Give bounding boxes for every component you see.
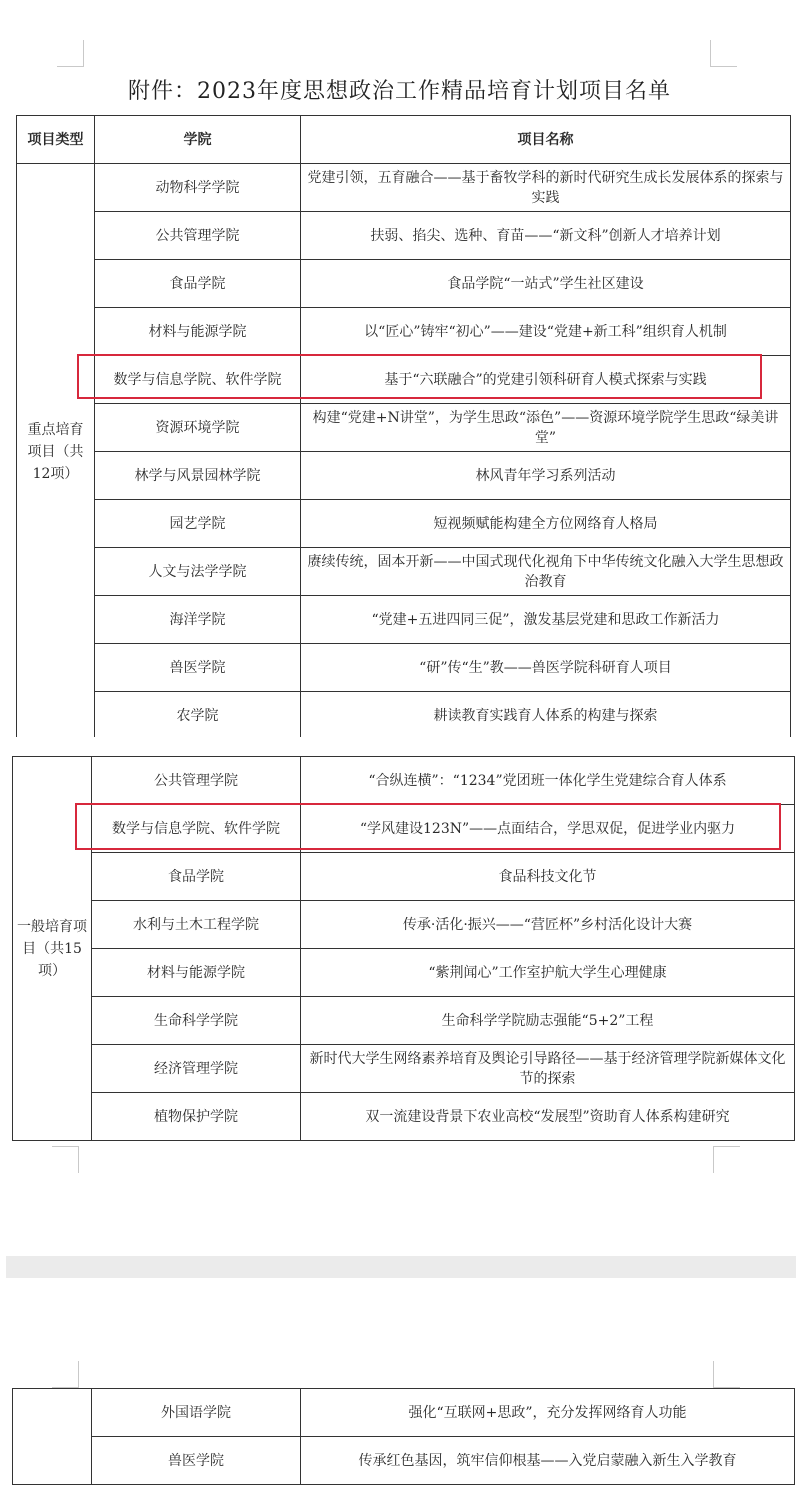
header-college: 学院 (95, 116, 301, 164)
highlight-box (75, 803, 781, 850)
table-row (17, 692, 791, 740)
table-row (13, 949, 795, 997)
page-corner-mark (710, 40, 737, 67)
table-row (13, 997, 795, 1045)
project-cell: “紫荆闻心”工作室护航大学生心理健康 (301, 949, 795, 997)
table-row (17, 260, 791, 308)
project-cell: 短视频赋能构建全方位网络育人格局 (301, 500, 791, 548)
project-cell: 新时代大学生网络素养培育及舆论引导路径——基于经济管理学院新媒体文化节的探索 (301, 1045, 795, 1093)
project-cell: 传承·活化·振兴——“营匠杯”乡村活化设计大赛 (301, 901, 795, 949)
table-row (13, 757, 795, 805)
page-corner-mark (57, 40, 84, 67)
category-cell: 重点培育项目（共12项） (17, 164, 95, 740)
college-cell: 园艺学院 (95, 500, 301, 548)
category-cell (13, 1389, 92, 1485)
college-cell: 数学与信息学院、软件学院 (92, 805, 301, 853)
college-cell: 经济管理学院 (92, 1045, 301, 1093)
project-cell: 双一流建设背景下农业高校“发展型”资助育人体系构建研究 (301, 1093, 795, 1141)
header-type: 项目类型 (17, 116, 95, 164)
project-cell: 生命科学学院励志强能“5+2”工程 (301, 997, 795, 1045)
table-row (13, 1389, 795, 1437)
college-cell: 林学与风景园林学院 (95, 452, 301, 500)
highlight-box (77, 354, 762, 399)
document-title: 附件：2023年度思想政治工作精品培育计划项目名单 (128, 79, 671, 104)
college-cell: 公共管理学院 (95, 212, 301, 260)
project-cell: 耕读教育实践育人体系的构建与探索 (301, 692, 791, 740)
college-cell: 食品学院 (95, 260, 301, 308)
college-cell: 外国语学院 (92, 1389, 301, 1437)
project-cell: 扶弱、掐尖、选种、育苗——“新文科”创新人才培养计划 (301, 212, 791, 260)
project-cell: 党建引领，五育融合——基于畜牧学科的新时代研究生成长发展体系的探索与实践 (301, 164, 791, 212)
table-header-row (17, 116, 791, 164)
project-cell: 基于“六联融合”的党建引领科研育人模式探索与实践 (301, 356, 791, 404)
college-cell: 人文与法学学院 (95, 548, 301, 596)
page-corner-mark (52, 1146, 79, 1173)
college-cell: 水利与土木工程学院 (92, 901, 301, 949)
college-cell: 生命科学学院 (92, 997, 301, 1045)
table-row (17, 404, 791, 452)
category-cell: 一般培育项目（共15项） (13, 757, 92, 1141)
college-cell: 材料与能源学院 (92, 949, 301, 997)
project-cell: “党建+五进四同三促”，激发基层党建和思政工作新活力 (301, 596, 791, 644)
table-row (13, 1093, 795, 1141)
project-cell: 赓续传统，固本开新——中国式现代化视角下中华传统文化融入大学生思想政治教育 (301, 548, 791, 596)
table-row (13, 1045, 795, 1093)
project-cell: 食品科技文化节 (301, 853, 795, 901)
page-separator (6, 1256, 796, 1278)
project-cell: 构建“党建+N讲堂”，为学生思政“添色”——资源环境学院学生思政“绿美讲堂” (301, 404, 791, 452)
college-cell: 食品学院 (92, 853, 301, 901)
college-cell: 海洋学院 (95, 596, 301, 644)
project-cell: 食品学院“一站式”学生社区建设 (301, 260, 791, 308)
page-corner-mark (52, 1361, 79, 1388)
header-project: 项目名称 (301, 116, 791, 164)
table-row (17, 596, 791, 644)
page-break (0, 737, 799, 754)
table-row (17, 452, 791, 500)
college-cell: 植物保护学院 (92, 1093, 301, 1141)
project-cell: “研”传“生”教——兽医学院科研育人项目 (301, 644, 791, 692)
table-row (13, 853, 795, 901)
college-cell: 兽医学院 (92, 1437, 301, 1485)
college-cell: 农学院 (95, 692, 301, 740)
college-cell: 资源环境学院 (95, 404, 301, 452)
college-cell: 材料与能源学院 (95, 308, 301, 356)
table-row (17, 548, 791, 596)
project-cell: “合纵连横”：“1234”党团班一体化学生党建综合育人体系 (301, 757, 795, 805)
project-cell: “学风建设123N”——点面结合，学思双促，促进学业内驱力 (301, 805, 795, 853)
table-row (17, 644, 791, 692)
table-row (17, 212, 791, 260)
table-row (13, 901, 795, 949)
table-row (17, 308, 791, 356)
college-cell: 数学与信息学院、软件学院 (95, 356, 301, 404)
college-cell: 兽医学院 (95, 644, 301, 692)
project-cell: 强化“互联网+思政”，充分发挥网络育人功能 (301, 1389, 795, 1437)
college-cell: 公共管理学院 (92, 757, 301, 805)
college-cell: 动物科学学院 (95, 164, 301, 212)
page-corner-mark (713, 1361, 740, 1388)
key-projects-table (16, 115, 791, 740)
project-cell: 以“匠心”铸牢“初心”——建设“党建+新工科”组织育人机制 (301, 308, 791, 356)
continued-projects-table (12, 1388, 795, 1485)
table-row (13, 1437, 795, 1485)
project-cell: 林风青年学习系列活动 (301, 452, 791, 500)
page-corner-mark (713, 1146, 740, 1173)
project-cell: 传承红色基因，筑牢信仰根基——入党启蒙融入新生入学教育 (301, 1437, 795, 1485)
table-row (17, 500, 791, 548)
table-row (17, 164, 791, 212)
